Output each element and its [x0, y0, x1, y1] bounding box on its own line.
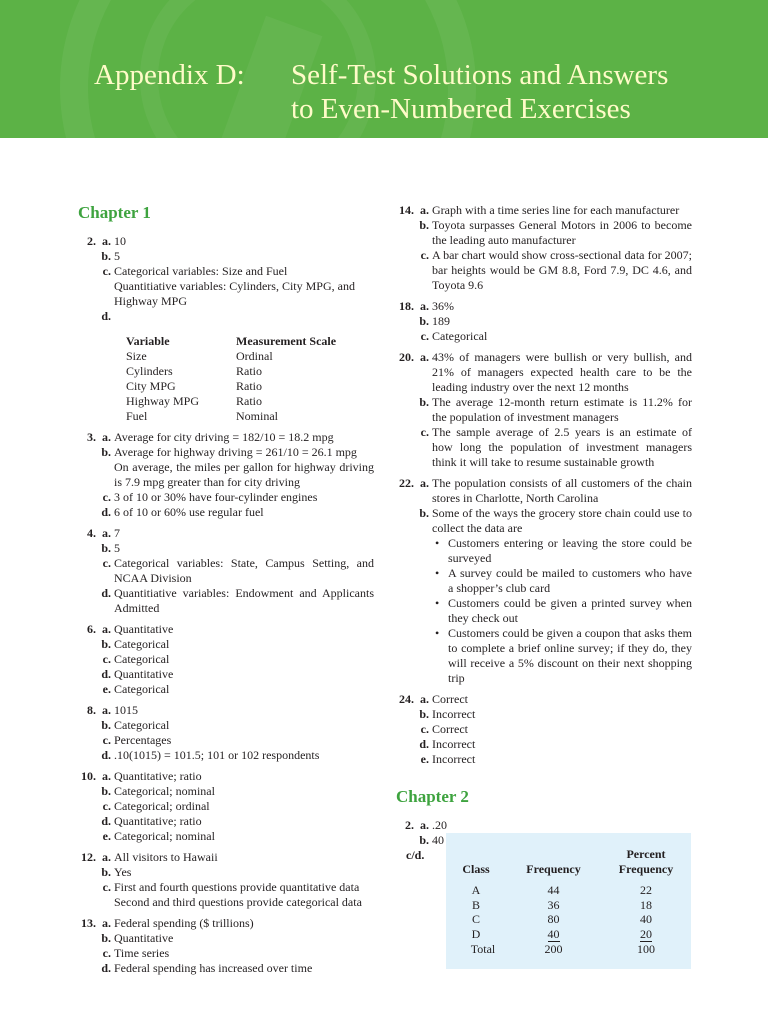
table-cell: 44 — [547, 883, 560, 897]
table-cell: Highway MPG — [126, 394, 200, 408]
part-label: a. — [102, 234, 111, 248]
answer-text: On average, the miles per gallon for highway driving is 7.9 mpg greater than for city driving — [114, 460, 374, 489]
answer-text: Toyota surpasses General Motors in 2006 to become the leading auto manufacturer — [432, 218, 692, 247]
table-row — [126, 394, 336, 409]
part-label: b. — [101, 637, 111, 651]
exercise-number: 2. — [87, 234, 96, 248]
answer-text: 6 of 10 or 60% use regular fuel — [114, 505, 264, 519]
exercise-number: 18. — [399, 299, 414, 313]
table-row — [126, 379, 336, 394]
list-item — [432, 536, 692, 566]
exercise-number: 2. — [405, 818, 414, 832]
answer-text: Incorrect — [432, 707, 476, 721]
table-cell: 18 — [640, 897, 652, 912]
part-label: a. — [102, 769, 111, 783]
answer-text: Incorrect — [432, 752, 476, 766]
chapter-1-heading: Chapter 1 — [78, 203, 151, 222]
table-cell: 40 — [640, 912, 652, 926]
answer-text: 43% of managers were bullish or very bullish, and 21% of managers expected health care to be the leading industry over the next 12 months — [432, 350, 692, 394]
bullet-text: A survey could be mailed to customers who have a shopper’s club card — [448, 566, 692, 595]
answer-text: .10(1015) = 101.5; 101 or 102 respondents — [114, 748, 320, 762]
list-item — [432, 596, 692, 626]
table-cell: 100 — [637, 942, 655, 956]
part-label: e. — [102, 682, 111, 696]
exercise-number: 24. — [399, 692, 414, 706]
part-label: d. — [419, 737, 429, 751]
answer-text: Average for highway driving = 261/10 = 26.1 mpg — [114, 445, 357, 459]
exercise-6 — [78, 622, 374, 697]
answer-text: Yes — [114, 865, 132, 879]
table-cell: C — [471, 912, 480, 926]
table-cell: Ordinal — [236, 349, 273, 363]
part-label: b. — [419, 218, 429, 232]
column-header-class: Class — [462, 862, 490, 876]
bullet-text: Customers could be given a printed survey when they check out — [448, 596, 692, 625]
bullet-text: Customers entering or leaving the store could be surveyed — [448, 536, 692, 565]
part-label: c. — [102, 799, 111, 813]
table-cell: Ratio — [236, 394, 262, 408]
answer-text: Categorical variables: State, Campus Setting, and NCAA Division — [114, 556, 374, 585]
table-cell: 20 — [640, 926, 652, 941]
part-label: d. — [101, 961, 111, 975]
answer-text: Quantitiative variables: Endowment and Applicants Admitted — [114, 586, 374, 615]
answer-text: Categorical; nominal — [114, 829, 215, 843]
part-label: d. — [101, 667, 111, 681]
exercise-number: 20. — [399, 350, 414, 364]
exercise-number: 10. — [81, 769, 96, 783]
appendix-label: Appendix D: — [94, 59, 245, 91]
column-header-percent-frequency: Percent Frequency — [618, 847, 674, 876]
part-label: c. — [420, 329, 429, 343]
exercise-13 — [78, 916, 374, 976]
bullet-icon: • — [435, 626, 440, 640]
table-row — [446, 927, 691, 943]
table-row — [446, 883, 691, 898]
part-label: a. — [102, 430, 111, 444]
part-label: b. — [101, 784, 111, 798]
part-label: c. — [102, 733, 111, 747]
answer-text: First and fourth questions provide quantitative data — [114, 880, 360, 894]
table-cell: 80 — [547, 912, 560, 926]
exercise-number: 3. — [87, 430, 96, 444]
exercise-number: 13. — [81, 916, 96, 930]
exercise-14 — [396, 203, 692, 293]
part-label: c. — [102, 556, 111, 570]
table-cell: A — [471, 883, 481, 897]
answer-text: Incorrect — [432, 737, 476, 751]
answer-text: Some of the ways the grocery store chain could use to collect the data are — [432, 506, 692, 535]
part-label: a. — [102, 916, 111, 930]
answer-text: Second and third questions provide categorical data — [114, 895, 362, 909]
measurement-scale-table — [126, 334, 336, 424]
part-label: e. — [102, 829, 111, 843]
exercise-2 — [78, 234, 374, 424]
part-label: a. — [420, 818, 429, 832]
list-item — [432, 626, 692, 686]
table-cell: 22 — [640, 883, 652, 897]
part-label: d. — [101, 586, 111, 600]
part-label: b. — [419, 833, 429, 847]
table-cell: City MPG — [126, 379, 176, 393]
part-label: d. — [101, 748, 111, 762]
answer-text: 10 — [114, 234, 126, 248]
table-row — [446, 898, 691, 913]
part-label: b. — [419, 314, 429, 328]
answer-text: Quantitative — [114, 931, 174, 945]
table-cell: 40 — [547, 926, 560, 941]
part-label: a. — [102, 850, 111, 864]
table-cell: 200 — [544, 942, 563, 956]
answer-text: Correct — [432, 722, 468, 736]
appendix-banner — [0, 0, 768, 138]
exercise-10 — [78, 769, 374, 844]
answer-text: Categorical variables: Size and Fuel — [114, 264, 288, 278]
part-label: c. — [102, 264, 111, 278]
answer-text: Correct — [432, 692, 468, 706]
part-label: c. — [102, 652, 111, 666]
answer-text: .20 — [432, 818, 447, 832]
table-cell: Cylinders — [126, 364, 173, 378]
exercise-4 — [78, 526, 374, 616]
part-label: a. — [420, 203, 429, 217]
part-label: b. — [101, 249, 111, 263]
table-row — [446, 912, 691, 927]
exercise-22 — [396, 476, 692, 686]
exercise-number: 4. — [87, 526, 96, 540]
part-label: c. — [102, 490, 111, 504]
part-label: b. — [101, 541, 111, 555]
part-label: c. — [102, 880, 111, 894]
exercise-20 — [396, 350, 692, 470]
answer-text: Categorical — [114, 718, 170, 732]
part-label: a. — [420, 299, 429, 313]
part-label: b. — [101, 445, 111, 459]
part-label: e. — [420, 752, 429, 766]
table-row — [126, 349, 336, 364]
left-column — [78, 203, 374, 982]
answer-text: 1015 — [114, 703, 138, 717]
exercise-number: 6. — [87, 622, 96, 636]
exercise-24 — [396, 692, 692, 767]
exercise-12 — [78, 850, 374, 910]
part-label: d. — [101, 309, 111, 323]
part-label: c. — [420, 248, 429, 262]
appendix-title-line1: Self-Test Solutions and Answers — [291, 59, 669, 91]
answer-text: Categorical — [432, 329, 488, 343]
answer-text: Categorical — [114, 652, 170, 666]
chapter-2-heading: Chapter 2 — [396, 787, 469, 806]
part-label: c. — [420, 425, 429, 439]
exercise-3 — [78, 430, 374, 520]
table-total-row — [446, 942, 691, 957]
part-label: a. — [420, 350, 429, 364]
frequency-distribution-table — [446, 833, 691, 969]
table-cell: Total — [470, 942, 496, 956]
answer-text: 5 — [114, 249, 120, 263]
table-cell: Ratio — [236, 364, 262, 378]
answer-text: 7 — [114, 526, 120, 540]
part-label: b. — [419, 506, 429, 520]
part-label: b. — [101, 865, 111, 879]
table-cell: B — [471, 897, 480, 912]
part-label: a. — [102, 526, 111, 540]
answer-text: Time series — [114, 946, 170, 960]
answer-text: Quantitative — [114, 622, 174, 636]
answer-text: Graph with a time series line for each manufacturer — [432, 203, 680, 217]
answer-text: The average 12-month return estimate is 11.2% for the population of investment managers — [432, 395, 692, 424]
answer-text: Federal spending has increased over time — [114, 961, 313, 975]
answer-text: The sample average of 2.5 years is an estimate of how long the population of investment managers think it will take to resume sustainable growth — [432, 425, 692, 469]
column-header-variable: Variable — [126, 334, 170, 348]
part-label: b. — [419, 707, 429, 721]
answer-text: Quantitiative variables: Cylinders, City MPG, and Highway MPG — [114, 279, 355, 308]
answer-text: 3 of 10 or 30% have four-cylinder engines — [114, 490, 318, 504]
part-label: b. — [101, 718, 111, 732]
answer-text: 36% — [432, 299, 454, 313]
exercise-8 — [78, 703, 374, 763]
table-cell: Size — [126, 349, 147, 363]
table-cell: D — [471, 927, 481, 941]
part-label: c. — [420, 722, 429, 736]
exercise-number: 8. — [87, 703, 96, 717]
answer-text: The population consists of all customers of the chain stores in Charlotte, North Carolina — [432, 476, 692, 505]
answer-text: 189 — [432, 314, 450, 328]
answer-text: Quantitative; ratio — [114, 814, 202, 828]
part-label: b. — [101, 931, 111, 945]
answer-text: Percentages — [114, 733, 172, 747]
part-label: c/d. — [406, 848, 425, 862]
bullet-icon: • — [435, 566, 440, 580]
exercise-18 — [396, 299, 692, 344]
part-label: d. — [101, 505, 111, 519]
table-cell: Fuel — [126, 409, 148, 423]
answer-text: Average for city driving = 182/10 = 18.2 mpg — [114, 430, 334, 444]
list-item — [432, 566, 692, 596]
part-label: c. — [102, 946, 111, 960]
bullet-text: Customers could be given a coupon that asks them to complete a brief online survey; if they do, they will receive a 5% discount on their next shopping trip — [448, 626, 692, 685]
bullet-icon: • — [435, 536, 440, 550]
right-column — [396, 203, 692, 869]
answer-text: Categorical; ordinal — [114, 799, 210, 813]
exercise-number: 12. — [81, 850, 96, 864]
answer-text: All visitors to Hawaii — [114, 850, 218, 864]
appendix-title-line2: to Even-Numbered Exercises — [291, 93, 631, 125]
column-header-frequency: Frequency — [526, 862, 581, 876]
table-row — [126, 409, 336, 424]
part-label: a. — [102, 703, 111, 717]
answer-text: Quantitative — [114, 667, 174, 681]
part-label: a. — [420, 692, 429, 706]
part-label: a. — [420, 476, 429, 490]
table-row — [126, 364, 336, 379]
table-cell: Ratio — [236, 379, 262, 393]
part-label: d. — [101, 814, 111, 828]
answer-text: Quantitative; ratio — [114, 769, 202, 783]
answer-text: 5 — [114, 541, 120, 555]
bullet-icon: • — [435, 596, 440, 610]
answer-text: A bar chart would show cross-sectional data for 2007; bar heights would be GM 8.8, Ford 7.9, DC 4.6, and Toyota 9.6 — [432, 248, 692, 292]
table-cell: Nominal — [236, 409, 278, 423]
part-label: a. — [102, 622, 111, 636]
answer-text: Categorical — [114, 637, 170, 651]
exercise-number: 14. — [399, 203, 414, 217]
answer-text: Federal spending ($ trillions) — [114, 916, 254, 930]
table-cell: 36 — [547, 897, 560, 912]
answer-text: Categorical — [114, 682, 170, 696]
answer-text: 40 — [432, 833, 444, 847]
exercise-number: 22. — [399, 476, 414, 490]
part-label: b. — [419, 395, 429, 409]
column-header-scale: Measurement Scale — [236, 334, 337, 348]
answer-text: Categorical; nominal — [114, 784, 215, 798]
